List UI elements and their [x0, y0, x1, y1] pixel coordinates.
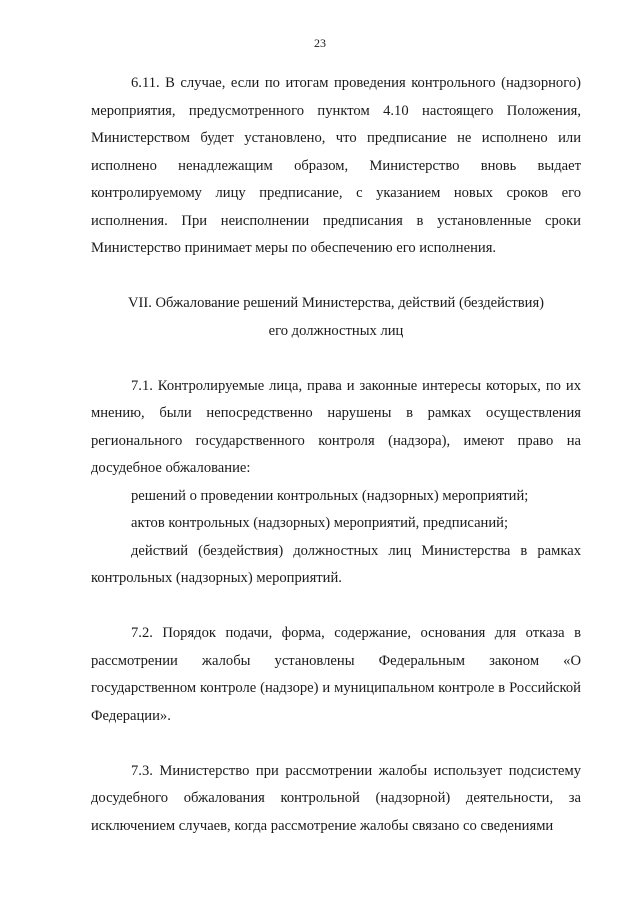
list-item: решений о проведении контрольных (надзорных) мероприятий; — [131, 487, 529, 504]
spacer — [91, 730, 581, 758]
spacer — [91, 263, 581, 291]
spacer — [91, 593, 581, 621]
list-item: актов контрольных (надзорных) мероприятий, предписаний; — [131, 515, 509, 531]
section-heading-line-1: VII. Обжалование решений Министерства, действий (бездействия) — [127, 295, 545, 311]
section-heading-line-2: его должностных лиц — [268, 322, 404, 339]
paragraph-7-2: 7.2. Порядок подачи, форма, содержание, основания для отказа в рассмотрении жалобы установлены Федеральным законом «О государственном контроле (надзоре) и муниципальном контроле в Российской Федерации». — [91, 625, 581, 724]
spacer — [91, 345, 581, 373]
page-number: 23 — [314, 36, 326, 50]
list-item: действий (бездействия) должностных лиц Министерства в рамках контрольных (надзорных) мероприятий. — [91, 542, 581, 586]
paragraph-7-3: 7.3. Министерство при рассмотрении жалобы использует подсистему досудебного обжалования контрольной (надзорной) деятельности, за исключением случаев, когда рассмотрение жалобы связано со сведениями — [91, 762, 581, 834]
document-body — [91, 70, 581, 840]
paragraph-6-11: 6.11. В случае, если по итогам проведения контрольного (надзорного) мероприятия, предусмотренного пунктом 4.10 настоящего Положения, Министерством будет установлено, что предписание не исполнено или исполнено ненадлежащим образом, Министерство вновь выдает контролируемому лицу предписание, с указанием новых сроков его исполнения. При неисполнении предписания в установленные сроки Министерство принимает меры по обеспечению его исполнения. — [91, 75, 581, 256]
paragraph-7-1: 7.1. Контролируемые лица, права и законные интересы которых, по их мнению, были непосредственно нарушены в рамках осуществления регионального государственного контроля (надзора), имеют право на досудебное обжалование: — [91, 377, 581, 476]
